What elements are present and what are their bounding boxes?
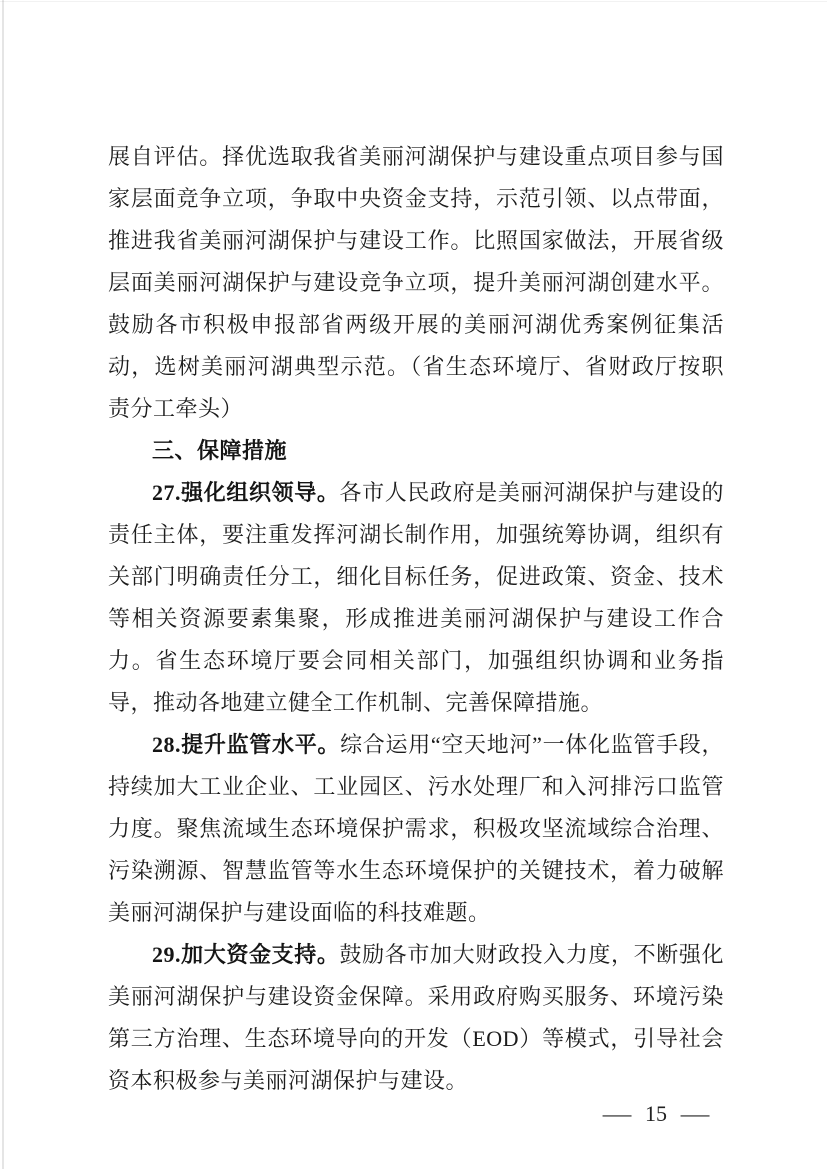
footer-dash-left: —	[602, 1101, 632, 1126]
paragraph-28-body: 综合运用“空天地河”一体化监管手段，持续加大工业企业、工业园区、污水处理厂和入河排污口监管力度。聚焦流域生态环境保护需求，积极攻坚流域综合治理、污染溯源、智慧监管等水生态环境保护的关键技术，着力破解美丽河湖保护与建设面临的科技难题。	[108, 732, 724, 925]
paragraph-continued: 展自评估。择优选取我省美丽河湖保护与建设重点项目参与国家层面竞争立项，争取中央资金支持，示范引领、以点带面，推进我省美丽河湖保护与建设工作。比照国家做法，开展省级层面美丽河湖保护与建设竞争立项，提升美丽河湖创建水平。鼓励各市积极申报部省两级开展的美丽河湖优秀案例征集活动，选树美丽河湖典型示范。（省生态环境厅、省财政厅按职责分工牵头）	[108, 144, 724, 421]
paragraph-27-body: 各市人民政府是美丽河湖保护与建设的责任主体，要注重发挥河湖长制作用，加强统筹协调，组织有关部门明确责任分工，细化目标任务，促进政策、资金、技术等相关资源要素集聚，形成推进美丽河湖保护与建设工作合力。省生态环境厅要会同相关部门，加强组织协调和业务指导，推动各地建立健全工作机制、完善保障措施。	[108, 480, 724, 715]
section-heading: 三、保障措施	[152, 438, 288, 463]
document-body	[108, 136, 724, 1102]
paragraph-28	[108, 724, 724, 934]
page-footer	[602, 1101, 710, 1127]
paragraph-27	[108, 472, 724, 724]
paragraph-29	[108, 934, 724, 1102]
paragraph-29-lead: 29.加大资金支持。	[152, 942, 340, 967]
paragraph-27-lead: 27.强化组织领导。	[152, 480, 340, 505]
paragraph-29-body: 鼓励各市加大财政投入力度，不断强化美丽河湖保护与建设资金保障。采用政府购买服务、环境污染第三方治理、生态环境导向的开发（EOD）等模式，引导社会资本积极参与美丽河湖保护与建设。	[108, 942, 724, 1093]
paragraph-28-lead: 28.提升监管水平。	[152, 732, 341, 757]
page-number: 15	[645, 1101, 667, 1126]
footer-dash-right: —	[680, 1101, 710, 1126]
